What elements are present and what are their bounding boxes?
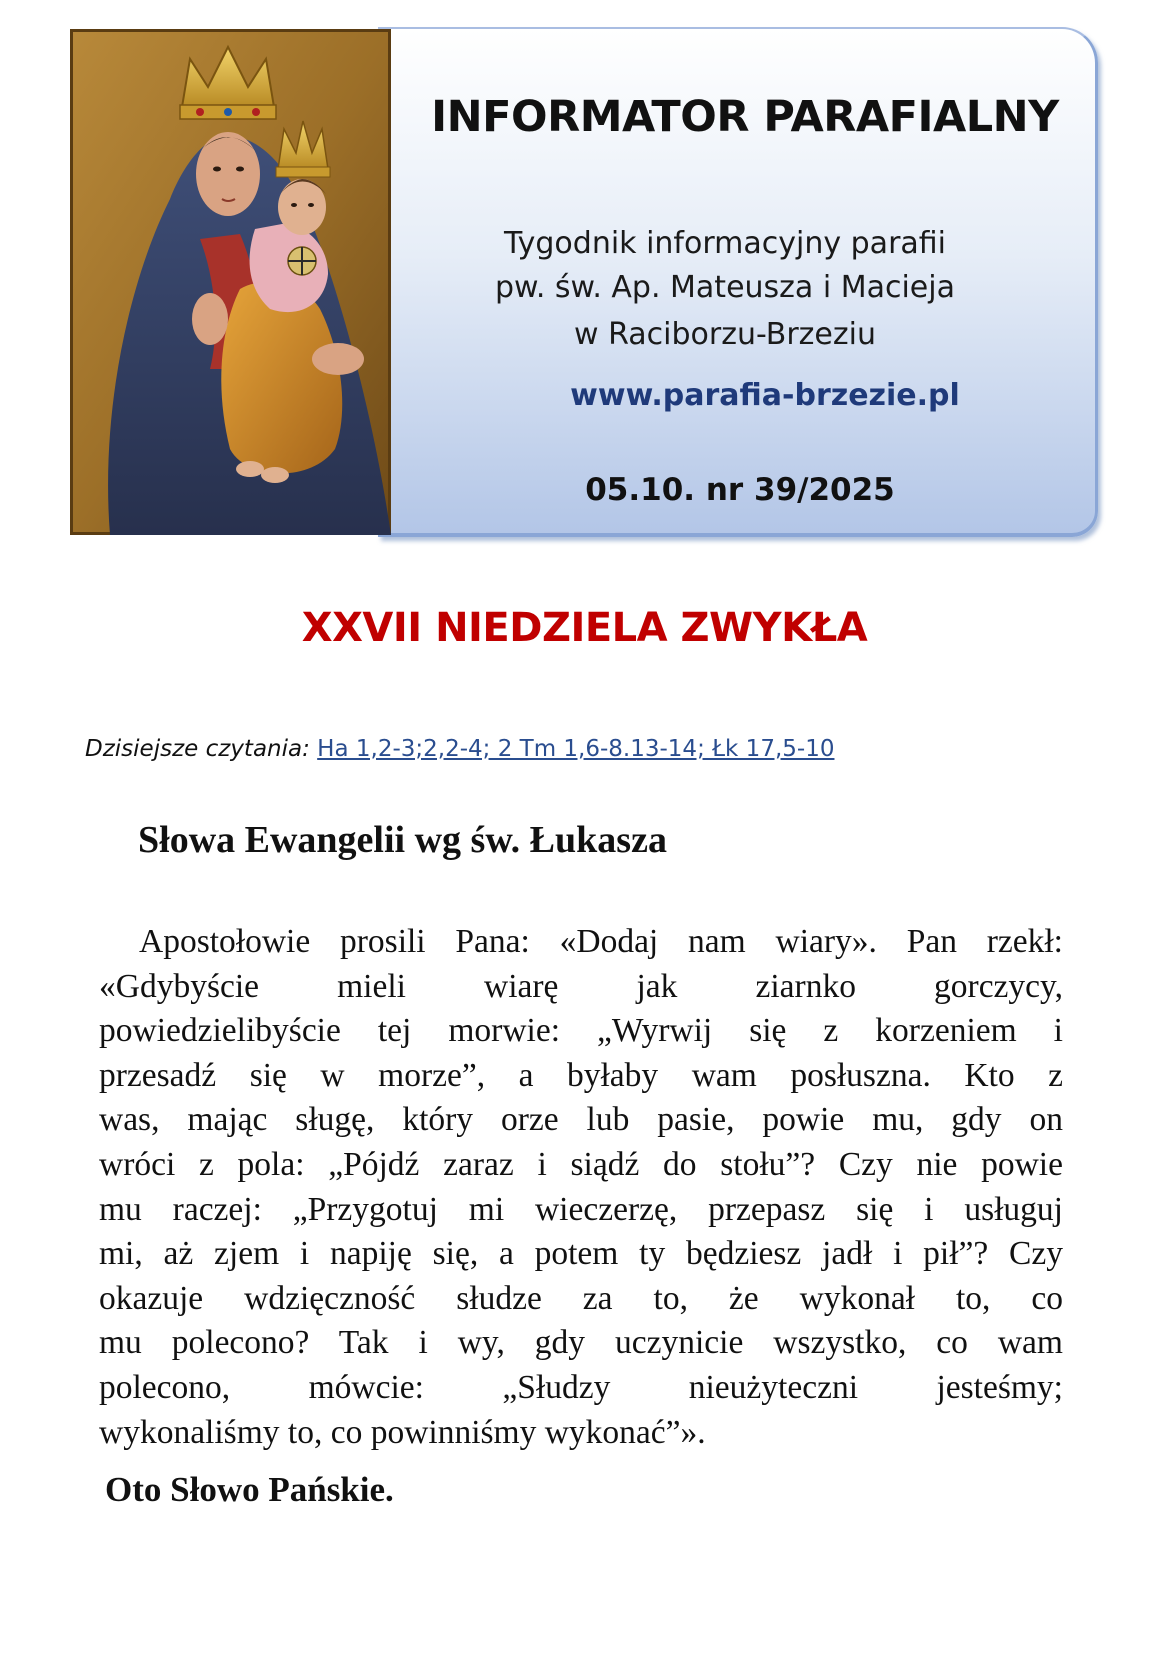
- gospel-line: mu raczej: „Przygotuj mi wieczerzę, przepasz się i usługuj: [99, 1190, 1063, 1228]
- readings-separator: :: [302, 736, 310, 762]
- gospel-line: przesadź się w morze”, a byłaby wam posłuszna. Kto z: [99, 1056, 1063, 1094]
- readings-label: Dzisiejsze czytania: [85, 736, 303, 762]
- gospel-line: mi, aż zjem i napiję się, a potem ty będziesz jadł i pił”? Czy: [99, 1235, 1063, 1273]
- gospel-line: polecono, mówcie: „Słudzy nieużyteczni jesteśmy;: [99, 1368, 1063, 1406]
- gospel-line: was, mając sługę, który orze lub pasie, powie mu, gdy on: [99, 1101, 1063, 1139]
- gospel-title: Słowa Ewangelii wg św. Łukasza: [138, 819, 667, 861]
- todays-readings: [85, 736, 834, 762]
- issue-number: 05.10. nr 39/2025: [585, 472, 895, 508]
- gospel-line: mu polecono? Tak i wy, gdy uczynicie wszystko, co wam: [99, 1324, 1063, 1362]
- gospel-line: wróci z pola: „Pójdź zaraz i siądź do stołu”? Czy nie powie: [99, 1145, 1063, 1183]
- gospel-line: okazuje wdzięczność słudze za to, że wykonał to, co: [99, 1279, 1063, 1317]
- readings-references-link[interactable]: Ha 1,2-3;2,2-4; 2 Tm 1,6-8.13-14; Łk 17,5-10: [317, 736, 835, 762]
- subtitle-line-2: pw. św. Ap. Mateusza i Macieja: [495, 270, 955, 305]
- subtitle-line-3: w Raciborzu-Brzeziu: [574, 317, 876, 352]
- madonna-and-child-icon: [70, 29, 391, 535]
- liturgical-sunday-title: XXVII NIEDZIELA ZWYKŁA: [301, 605, 868, 651]
- parish-website-link[interactable]: www.parafia-brzezie.pl: [570, 378, 960, 413]
- gospel-line: powiedzielibyście tej morwie: „Wyrwij się z korzeniem i: [99, 1012, 1063, 1050]
- gospel-line: «Gdybyście mieli wiarę jak ziarnko gorczycy,: [99, 967, 1063, 1005]
- gospel-text: [99, 920, 1063, 1455]
- closing-acclamation: Oto Słowo Pańskie.: [105, 1470, 394, 1509]
- publication-title: INFORMATOR PARAFIALNY: [431, 92, 1059, 142]
- subtitle-line-1: Tygodnik informacyjny parafii: [503, 226, 947, 261]
- gospel-line: wykonaliśmy to, co powinniśmy wykonać”».: [99, 1413, 706, 1451]
- gospel-line: Apostołowie prosili Pana: «Dodaj nam wiary». Pan rzekł:: [139, 923, 1063, 960]
